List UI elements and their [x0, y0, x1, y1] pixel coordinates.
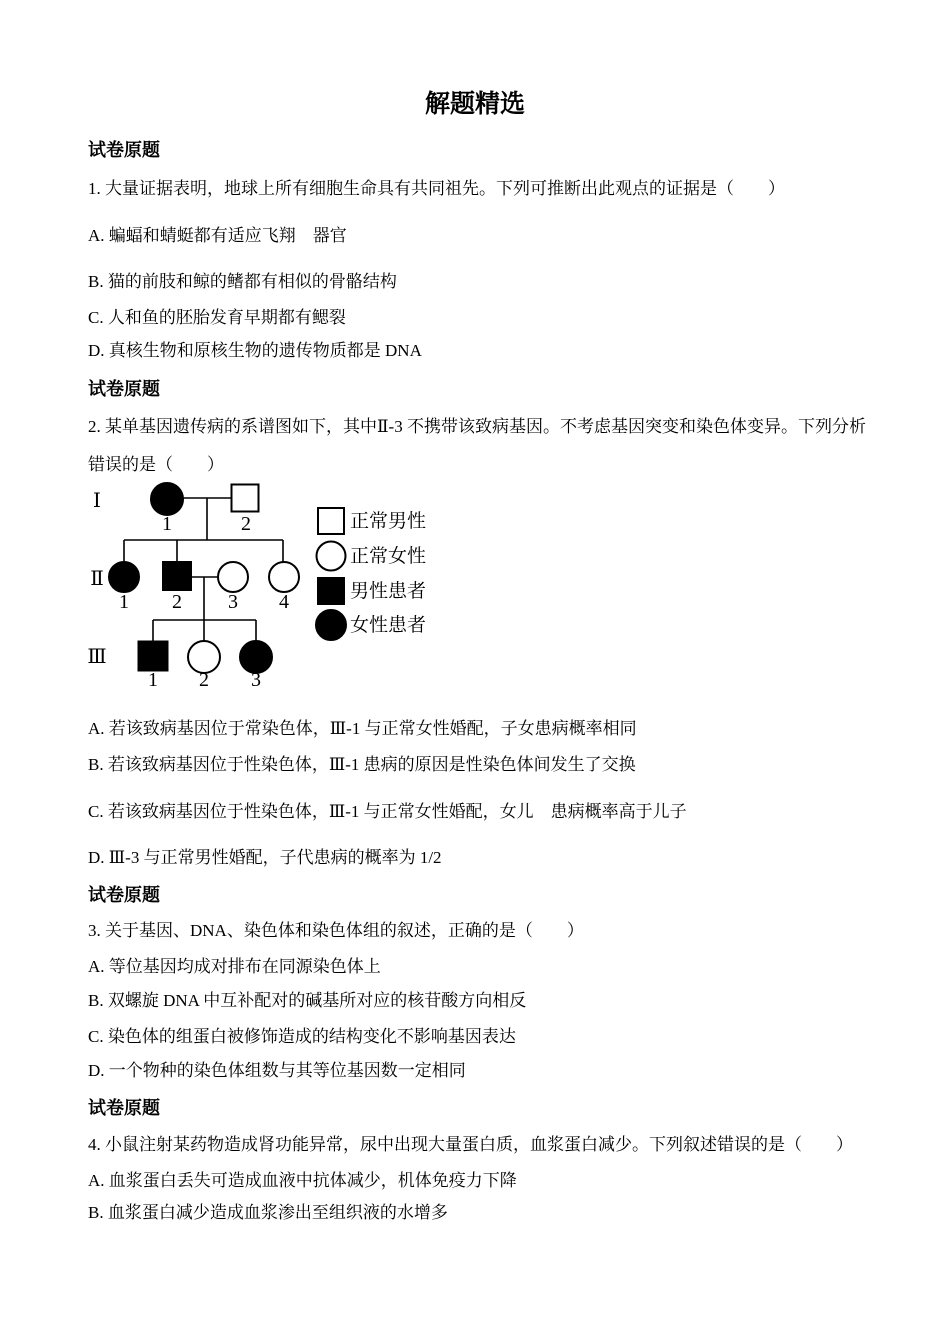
question-4-option-a: A. 血浆蛋白丢失可造成血液中抗体减少，机体免疫力下降 [88, 1171, 517, 1190]
pedigree-iii2-number: 2 [199, 669, 209, 691]
legend-open-circle-icon [317, 542, 346, 571]
pedigree-i2-normal-male [232, 485, 259, 512]
legend-filled-circle-icon [316, 610, 346, 640]
question-2-option-b: B. 若该致病基因位于性染色体，Ⅲ-1 患病的原因是性染色体间发生了交换 [88, 755, 636, 774]
legend-affected-male-label: 男性患者 [350, 581, 427, 602]
pedigree-iii3-number: 3 [251, 669, 261, 691]
pedigree-i1-affected-female [151, 483, 183, 515]
question-2-stem-line2: 错误的是（ ） [88, 455, 224, 474]
generation-label-1: Ⅰ [93, 490, 101, 512]
legend-filled-square-icon [318, 578, 344, 604]
pedigree-lines [124, 498, 283, 642]
question-1-option-c: C. 人和鱼的胚胎发育早期都有鳃裂 [88, 308, 346, 327]
pedigree-ii3-normal-female [218, 562, 248, 592]
pedigree-i1-number: 1 [162, 513, 172, 535]
pedigree-legend [316, 508, 426, 640]
question-2-option-a: A. 若该致病基因位于常染色体，Ⅲ-1 与正常女性婚配，子女患病概率相同 [88, 719, 637, 738]
pedigree-ii3-number: 3 [228, 591, 238, 613]
section-heading-1: 试卷原题 [88, 140, 160, 160]
section-heading-2: 试卷原题 [88, 379, 160, 399]
question-2-option-c: C. 若该致病基因位于性染色体，Ⅲ-1 与正常女性婚配，女儿 患病概率高于儿子 [88, 802, 687, 821]
page-title: 解题精选 [424, 90, 525, 118]
pedigree-ii2-affected-male [163, 562, 191, 590]
question-3-option-b: B. 双螺旋 DNA 中互补配对的碱基所对应的核苷酸方向相反 [88, 991, 527, 1010]
question-2-stem-line1: 2. 某单基因遗传病的系谱图如下，其中Ⅱ-3 不携带该致病基因。不考虑基因突变和染色体变异。下列分析 [88, 417, 866, 436]
question-3-stem: 3. 关于基因、DNA、染色体和染色体组的叙述，正确的是（ ） [88, 921, 584, 940]
question-4-stem: 4. 小鼠注射某药物造成肾功能异常，尿中出现大量蛋白质，血浆蛋白减少。下列叙述错误的是（ ） [88, 1135, 853, 1154]
pedigree-ii1-affected-female [109, 562, 139, 592]
pedigree-iii1-number: 1 [148, 669, 158, 691]
pedigree-ii2-number: 2 [172, 591, 182, 613]
pedigree-i2-number: 2 [241, 513, 251, 535]
question-2-option-d: D. Ⅲ-3 与正常男性婚配，子代患病的概率为 1/2 [88, 848, 442, 867]
question-3-option-a: A. 等位基因均成对排布在同源染色体上 [88, 957, 381, 976]
pedigree-iii1-affected-male [139, 642, 168, 671]
pedigree-ii1-number: 1 [119, 591, 129, 613]
pedigree-ii4-normal-female [269, 562, 299, 592]
question-3-option-c: C. 染色体的组蛋白被修饰造成的结构变化不影响基因表达 [88, 1027, 516, 1046]
question-4-option-b: B. 血浆蛋白减少造成血浆渗出至组织液的水增多 [88, 1203, 448, 1222]
section-heading-4: 试卷原题 [88, 1098, 160, 1118]
question-1-option-b: B. 猫的前肢和鲸的鳍都有相似的骨骼结构 [88, 272, 397, 291]
pedigree-diagram [85, 482, 450, 697]
section-heading-3: 试卷原题 [88, 885, 160, 905]
legend-normal-male-label: 正常男性 [350, 511, 427, 532]
legend-affected-female-label: 女性患者 [350, 615, 427, 636]
question-3-option-d: D. 一个物种的染色体组数与其等位基因数一定相同 [88, 1061, 466, 1080]
pedigree-ii4-number: 4 [279, 591, 289, 613]
generation-label-2: Ⅱ [90, 568, 104, 590]
question-1-option-a: A. 蝙蝠和蜻蜓都有适应飞翔 器官 [88, 226, 347, 245]
question-1-option-d: D. 真核生物和原核生物的遗传物质都是 DNA [88, 341, 422, 360]
legend-open-square-icon [318, 508, 344, 534]
legend-normal-female-label: 正常女性 [350, 546, 427, 567]
generation-label-3: Ⅲ [87, 646, 107, 668]
question-1-stem: 1. 大量证据表明，地球上所有细胞生命具有共同祖先。下列可推断出此观点的证据是（ ） [88, 179, 785, 198]
